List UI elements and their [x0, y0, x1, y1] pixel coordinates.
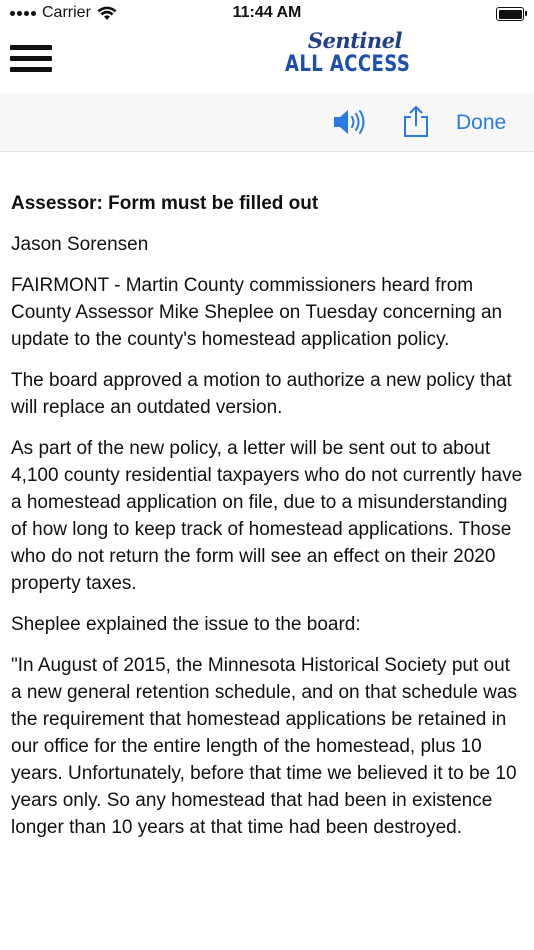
carrier-label: Carrier [42, 4, 91, 21]
article-paragraph: The board approved a motion to authorize a new policy that will replace an outdated version. [11, 370, 512, 418]
share-icon[interactable] [402, 105, 430, 137]
article-body [11, 190, 523, 855]
article-byline: Jason Sorensen [11, 234, 149, 255]
logo-bottom-text: ALL ACCESS [285, 52, 411, 77]
status-bar [0, 0, 534, 28]
article-paragraph: "In August of 2015, the Minnesota Historical Society put out a new general retention schedule, and on that schedule was the requirement that homestead applications be retained in our office for the entire length of the homestead, plus 10 years. Unfortunately, before that time we believed it to be 10 years only. So any homestead that had been in existence longer than 10 years at that time had been destroyed. [11, 655, 517, 838]
app-header [0, 28, 534, 94]
battery-icon [496, 7, 524, 21]
article-paragraph: FAIRMONT - Martin County commissioners heard from County Assessor Mike Sheplee on Tuesday concerning an update to the county's homestead application policy. [11, 275, 503, 350]
logo-top-text: Sentinel [307, 28, 402, 53]
article-headline: Assessor: Form must be filled out [11, 193, 319, 214]
sentinel-logo [283, 28, 411, 80]
article-paragraph: As part of the new policy, a letter will be sent out to about 4,100 county residential taxpayers who do not currently have a homestead application on file, due to a misunderstanding of how long to keep track of homestead applications. Those who do not return the form will see an effect on their 2020 property taxes. [11, 438, 523, 594]
status-time: 11:44 AM [232, 4, 302, 21]
article-paragraph: Sheplee explained the issue to the board: [11, 614, 361, 635]
done-button[interactable]: Done [456, 111, 507, 134]
menu-icon[interactable] [10, 43, 52, 75]
speaker-icon[interactable] [332, 108, 366, 136]
article-toolbar [0, 94, 534, 152]
